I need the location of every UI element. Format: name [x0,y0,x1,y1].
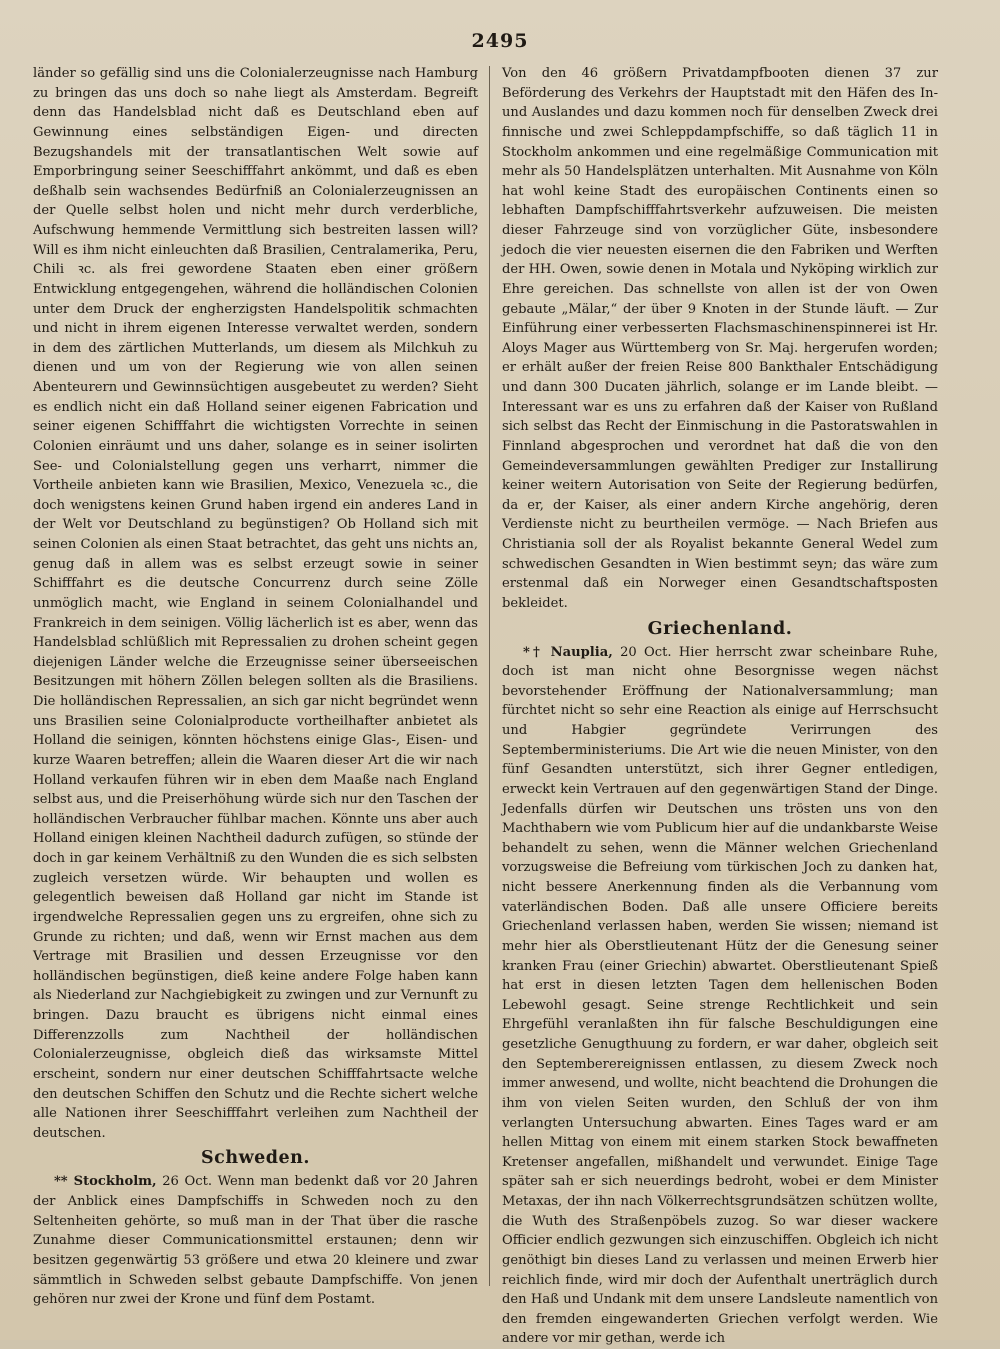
section-heading-schweden: Schweden. [33,1147,478,1169]
article-stockholm-text: 26 Oct. Wenn man bedenkt daß vor 20 Jahren der Anblick eines Dampfschiffs in Schweden noch zu den Seltenheiten gehörte, so muß man in der That über die rasche Zunahme dieser Communicationsmittel erstaunen; denn wir besitzen gegenwärtig 53 größere und etwa 20 kleinere und zwar sämmtlich in Schweden selbst gebaute Dampfschiffe. Von jenen gehören nur zwei der Krone und fünf dem Postamt. [33,1174,478,1307]
right-column [502,64,938,1349]
article-stockholm [33,1172,478,1309]
dateline-nauplia: *† Nauplia, [523,645,613,660]
article-holland-continuation: länder so gefällig sind uns die Colonialerzeugnisse nach Hamburg zu bringen das uns doch so nahe liegt als Amsterdam. Begreift denn das Handelsblad nicht daß es Deutschland eben auf Gewinnung eines selbständigen Eigen- und directen Bezugshandels mit der transatlantischen Welt sowie auf Emporbringung seiner Seeschifffahrt ankömmt, und daß es eben deßhalb sein wachsendes Bedürfniß an Colonialerzeugnissen an der Quelle selbst holen und nicht mehr durch verderbliche, Aufschwung hemmende Vermittlung sich bestreiten lassen will? Will es ihm nicht einleuchten daß Brasilien, Centralamerika, Peru, Chili ꝛc. als frei gewordene Staaten eben einer größern Entwicklung entgegengehen, während die holländischen Colonien unter dem Druck der engherzigsten Handelspolitik schmachten und nicht in ihrem eigenen Interesse verwaltet werden, sondern in dem des zärtlichen Mutterlands, um diesem als Milchkuh zu dienen und um von der Regierung wie von allen seinen Abenteurern und Gewinnsüchtigen ausgebeutet zu werden? Sieht es endlich nicht ein daß Holland seiner eigenen Fabrication und seiner eigenen Schifffahrt die wichtigsten Vorrechte in seinen Colonien einräumt und uns daher, solange es in seiner isolirten See- und Colonialstellung gegen uns verharrt, nimmer die Vortheile anbieten kann wie Brasilien, Mexico, Venezuela ꝛc., die doch wenigstens keinen Grund haben irgend ein anderes Land in der Welt vor Deutschland zu begünstigen? Ob Holland sich mit seinen Colonien als einen Staat betrachtet, das geht uns nichts an, genug daß in allem was es selbst erzeugt sowie in seiner Schifffahrt es die deutsche Concurrenz durch seine Zölle unmöglich macht, wie England in seinem Colonialhandel und Frankreich in dem seinigen. Völlig lächerlich ist es aber, wenn das Handelsblad schlüßlich mit Repressalien zu drohen scheint gegen diejenigen Länder welche die Erzeugnisse seiner überseeischen Besitzungen mit höhern Zöllen belegen sollten als die Brasiliens. Die holländischen Repressalien, an sich gar nicht begründet wenn uns Brasilien seine Colonialproducte vortheilhafter anbietet als Holland die seinigen, könnten höchstens einige Glas-, Eisen- und kurze Waaren betreffen; allein die Waaren dieser Art die wir nach Holland verkaufen führen wir in eben dem Maaße nach England selbst aus, und die Preiserhöhung würde sich nur den Taschen der holländischen Verbraucher fühlbar machen. Könnte uns aber auch Holland einigen kleinen Nachtheil dadurch zufügen, so stünde der doch in gar keinem Verhältniß zu den Wunden die es sich selbsten zugleich versetzen würde. Wir behaupten und wollen es gelegentlich beweisen daß Holland gar nicht im Stande ist irgendwelche Repressalien gegen uns zu ergreifen, ohne sich zu Grunde zu richten; und daß, wenn wir Ernst machen aus dem Vertrage mit Brasilien und dessen Erzeugnisse vor den holländischen begünstigen, dieß keine andere Folge haben kann als Niederland zur Nachgiebigkeit zu zwingen und zur Vernunft zu bringen. Dazu braucht es übrigens nicht einmal eines Differenzzolls zum Nachtheil der holländischen Colonialerzeugnisse, obgleich dieß das wirksamste Mittel erscheint, sondern nur einer deutschen Schifffahrtsacte welche den deutschen Schiffen den Schutz und die Rechte sichert welche alle Nationen ihrer Seeschifffahrt verleihen zum Nachtheil der deutschen. [33,64,478,1143]
article-nauplia [502,643,938,1349]
section-heading-griechenland: Griechenland. [502,618,938,640]
column-divider [489,66,490,1286]
page-number: 2495 [0,30,1000,52]
article-stockholm-continuation: Von den 46 größern Privatdampfbooten dienen 37 zur Beförderung des Verkehrs der Hauptstadt mit den Häfen des In- und Auslandes und dazu kommen noch für denselben Zweck drei finnische und zwei Schleppdampfschiffe, so daß täglich 11 in Stockholm ankommen und eine regelmäßige Communication mit mehr als 50 Handelsplätzen unterhalten. Mit Ausnahme von Köln hat wohl keine Stadt des europäischen Continents einen so lebhaften Dampfschifffahrtsverkehr aufzuweisen. Die meisten dieser Fahrzeuge sind von vorzüglicher Güte, insbesondere jedoch die vier neuesten eisernen die den Fabriken und Werften der HH. Owen, sowie denen in Motala und Nyköping wirklich zur Ehre gereichen. Das schnellste von allen ist der von Owen gebaute „Mälar,“ der über 9 Knoten in der Stunde läuft. — Zur Einführung einer verbesserten Flachsmaschinenspinnerei ist Hr. Aloys Mager aus Württemberg von Sr. Maj. hergerufen worden; er erhält außer der freien Reise 800 Bankthaler Entschädigung und dann 300 Ducaten jährlich, solange er im Lande bleibt. — Interessant war es uns zu erfahren daß der Kaiser von Rußland sich selbst das Recht der Einmischung in die Pastoratswahlen in Finnland abgesprochen und verordnet hat daß die von den Gemeindeversammlungen gewählten Prediger zur Installirung keiner weitern Autorisation von Seite der Regierung bedürfen, da er, der Kaiser, als einer andern Kirche angehörig, deren Verdienste nicht zu beurtheilen vermöge. — Nach Briefen aus Christiania soll der als Royalist bekannte General Wedel zum schwedischen Gesandten in Wien bestimmt seyn; das wäre zum erstenmal daß ein Norweger einen Gesandtschaftsposten bekleidet. [502,64,938,614]
article-nauplia-text: 20 Oct. Hier herrscht zwar scheinbare Ruhe, doch ist man nicht ohne Besorgnisse wegen nächst bevorstehender Eröffnung der Nationalversammlung; man fürchtet nicht so sehr eine Reaction als einige auf Herrschsucht und Habgier gegründete Verirrungen des Septemberministeriums. Die Art wie die neuen Minister, von den fünf Gesandten unterstützt, sich ihrer Gegner entledigen, erweckt kein Vertrauen auf den gegenwärtigen Stand der Dinge. Jedenfalls dürfen wir Deutschen uns trösten uns von den Machthabern wie vom Publicum hier auf die undankbarste Weise behandelt zu sehen, wenn die Männer welchen Griechenland vorzugsweise die Befreiung vom türkischen Joch zu danken hat, nicht bessere Anerkennung finden als die Verbannung vom vaterländischen Boden. Daß alle unsere Officiere bereits Griechenland verlassen haben, werden Sie wissen; niemand ist mehr hier als Oberstlieutenant Hütz der die Genesung seiner kranken Frau (einer Griechin) abwartet. Oberstlieutenant Spieß hat erst in diesen letzten Tagen dem hellenischen Boden Lebewohl gesagt. Seine strenge Rechtlichkeit und sein Ehrgefühl veranlaßten ihn für falsche Beschuldigungen eine gesetzliche Genugthuung zu fordern, er war daher, obgleich seit den Septemberereignissen entlassen, zu diesem Zweck noch immer anwesend, und wollte, nicht beachtend die Drohungen die ihm von vielen Seiten wurden, den Schluß der von ihm verlangten Untersuchung abwarten. Eines Tages ward er am hellen Mittag von einem mit einem starken Stock bewaffneten Kretenser angefallen, mißhandelt und verwundet. Einige Tage später sah er sich neuerdings bedroht, wobei er dem Minister Metaxas, der ihn nach Völkerrechtsgrundsätzen schützen wollte, die Wuth des Straßenpöbels zuzog. So war dieser wackere Officier endlich gezwungen sich einzuschiffen. Obgleich ich nicht genöthigt bin dieses Land zu verlassen und meinen Erwerb hier reichlich finde, wird mir doch der Aufenthalt unerträglich durch den Haß und Undank mit dem unsere Landsleute namentlich von den fremden eingewanderten Griechen verfolgt werden. Wie andere vor mir gethan, werde ich [502,645,938,1347]
left-column [33,64,478,1310]
dateline-stockholm: ** Stockholm, [54,1174,157,1189]
